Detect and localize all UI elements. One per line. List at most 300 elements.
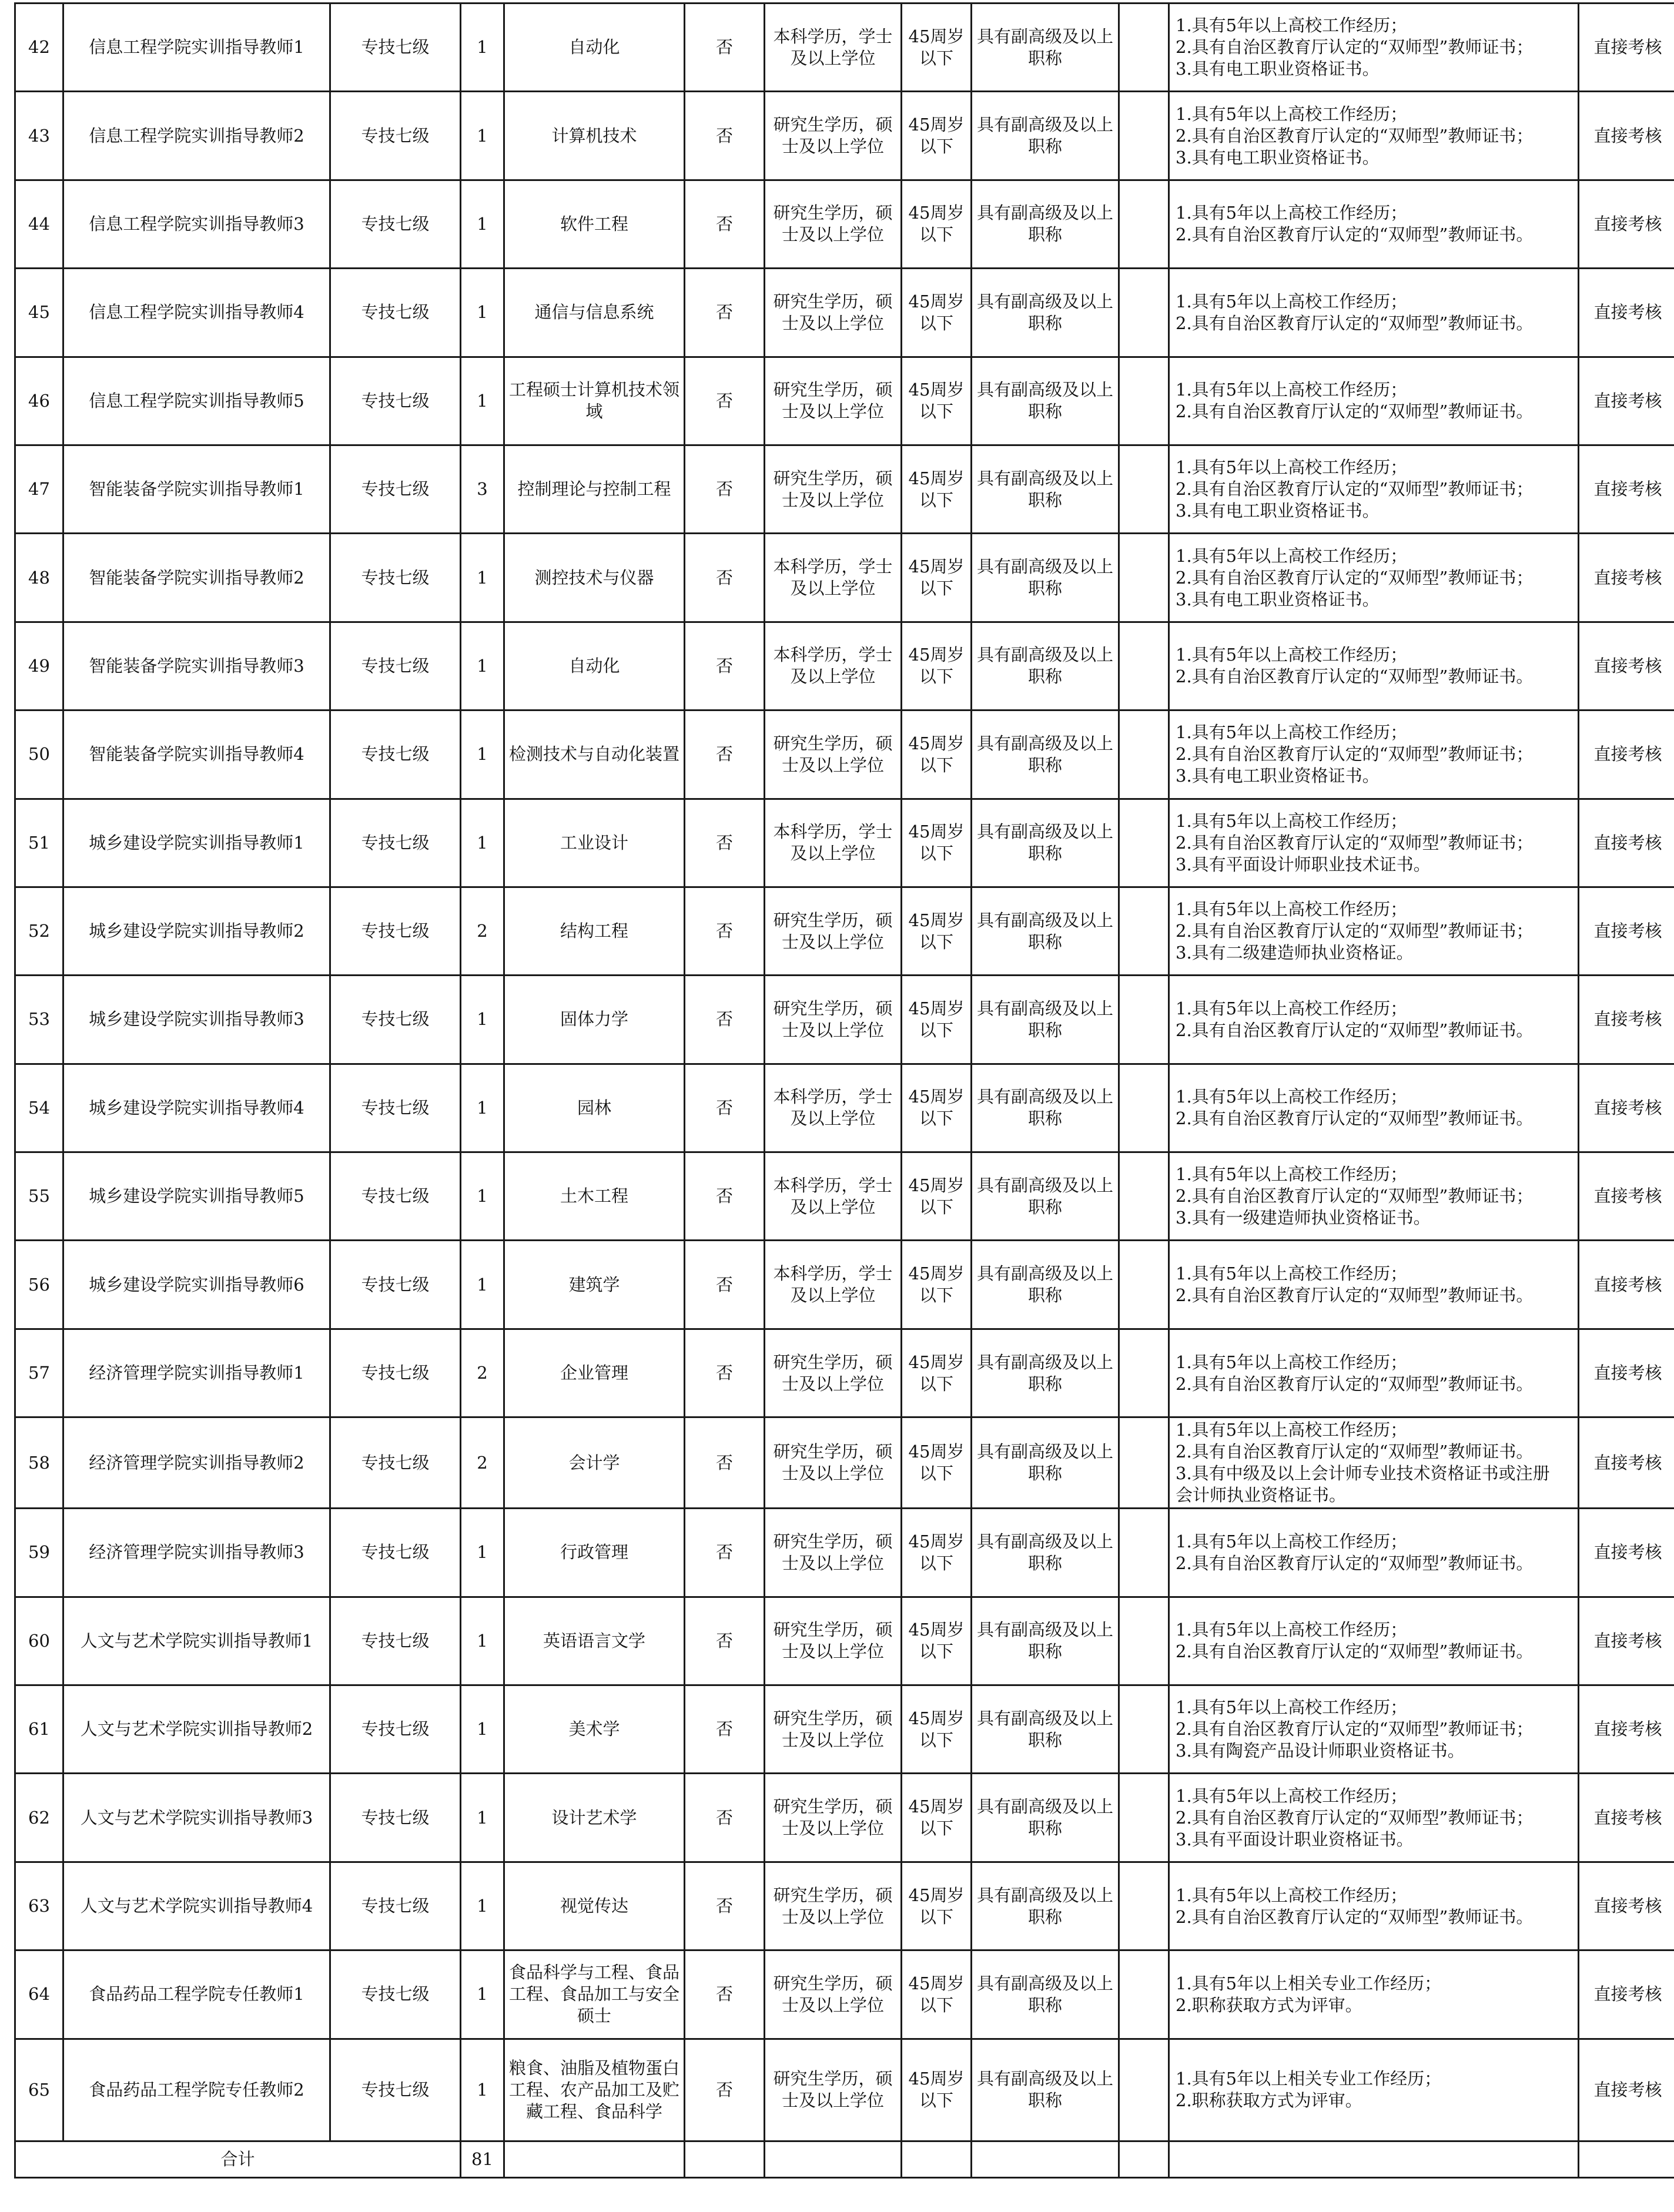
cell-level: 专技七级 [330, 180, 461, 268]
cell-method: 直接考核 [1579, 1152, 1674, 1241]
table-row [15, 1685, 1674, 1774]
cell-major: 视觉传达 [504, 1862, 685, 1950]
cell-restrict: 否 [685, 92, 765, 180]
cell-method: 直接考核 [1579, 1241, 1674, 1329]
cell-other [1119, 1152, 1169, 1241]
requirement-line: 1.具有5年以上高校工作经历； [1176, 1620, 1408, 1640]
requirement-line: 2.具有自治区教育厅认定的“双师型”教师证书； [1176, 1186, 1534, 1206]
cell-position: 信息工程学院实训指导教师5 [63, 357, 330, 445]
requirement-line: 3.具有陶瓷产品设计师职业资格证书。 [1176, 1741, 1465, 1761]
table-row [15, 2039, 1674, 2141]
cell-restrict: 否 [685, 180, 765, 268]
cell-age: 45周岁以下 [902, 180, 972, 268]
cell-requirements [1169, 1862, 1579, 1950]
cell-count: 1 [461, 2039, 504, 2141]
cell-count: 1 [461, 976, 504, 1064]
cell-level: 专技七级 [330, 357, 461, 445]
requirement-line: 3.具有电工职业资格证书。 [1176, 589, 1380, 609]
cell-other [1119, 622, 1169, 710]
requirement-line: 1.具有5年以上相关专业工作经历； [1176, 2069, 1442, 2089]
cell-level: 专技七级 [330, 1862, 461, 1950]
cell-other [1119, 445, 1169, 533]
cell-restrict: 否 [685, 357, 765, 445]
cell-requirements [1169, 1329, 1579, 1417]
table-row [15, 1509, 1674, 1597]
cell-requirements [1169, 887, 1579, 975]
cell-method: 直接考核 [1579, 2039, 1674, 2141]
cell-count: 2 [461, 1417, 504, 1509]
cell-position: 城乡建设学院实训指导教师3 [63, 976, 330, 1064]
cell-no: 50 [15, 710, 63, 799]
table-row [15, 887, 1674, 975]
cell-level: 专技七级 [330, 534, 461, 622]
cell-restrict: 否 [685, 622, 765, 710]
cell-other [1119, 1685, 1169, 1774]
cell-restrict: 否 [685, 4, 765, 92]
cell-no: 49 [15, 622, 63, 710]
cell-age: 45周岁以下 [902, 1774, 972, 1862]
cell-requirements [1169, 1950, 1579, 2039]
cell-requirements [1169, 710, 1579, 799]
cell-restrict: 否 [685, 269, 765, 357]
cell-no: 53 [15, 976, 63, 1064]
empty-cell [1169, 2141, 1579, 2177]
cell-no: 48 [15, 534, 63, 622]
requirement-line: 2.具有自治区教育厅认定的“双师型”教师证书。 [1176, 666, 1534, 687]
cell-education: 研究生学历，硕士及以上学位 [765, 445, 902, 533]
cell-position: 经济管理学院实训指导教师2 [63, 1417, 330, 1509]
cell-age: 45周岁以下 [902, 887, 972, 975]
cell-position: 信息工程学院实训指导教师4 [63, 269, 330, 357]
cell-title: 具有副高级及以上职称 [972, 622, 1119, 710]
requirement-line: 2.具有自治区教育厅认定的“双师型”教师证书； [1176, 1719, 1534, 1740]
cell-method: 直接考核 [1579, 534, 1674, 622]
requirement-line: 2.具有自治区教育厅认定的“双师型”教师证书。 [1176, 1108, 1534, 1129]
cell-level: 专技七级 [330, 1597, 461, 1685]
cell-count: 1 [461, 710, 504, 799]
requirement-line: 2.具有自治区教育厅认定的“双师型”教师证书； [1176, 479, 1534, 500]
requirement-line: 2.具有自治区教育厅认定的“双师型”教师证书。 [1176, 1020, 1534, 1040]
cell-method: 直接考核 [1579, 4, 1674, 92]
requirement-line: 1.具有5年以上相关专业工作经历； [1176, 1973, 1442, 1993]
cell-requirements [1169, 1597, 1579, 1685]
cell-age: 45周岁以下 [902, 710, 972, 799]
cell-education: 本科学历，学士及以上学位 [765, 799, 902, 887]
cell-requirements [1169, 622, 1579, 710]
cell-requirements [1169, 1152, 1579, 1241]
cell-age: 45周岁以下 [902, 269, 972, 357]
cell-position: 经济管理学院实训指导教师3 [63, 1509, 330, 1597]
cell-restrict: 否 [685, 976, 765, 1064]
cell-level: 专技七级 [330, 1417, 461, 1509]
cell-count: 3 [461, 445, 504, 533]
cell-count: 2 [461, 1329, 504, 1417]
requirement-line: 2.具有自治区教育厅认定的“双师型”教师证书。 [1176, 1553, 1534, 1573]
cell-count: 1 [461, 1774, 504, 1862]
cell-major: 食品科学与工程、食品工程、食品加工与安全硕士 [504, 1950, 685, 2039]
requirement-line: 2.具有自治区教育厅认定的“双师型”教师证书。 [1176, 1373, 1534, 1394]
cell-position: 信息工程学院实训指导教师3 [63, 180, 330, 268]
requirement-line: 1.具有5年以上高校工作经历； [1176, 1531, 1408, 1551]
requirement-line: 2.具有自治区教育厅认定的“双师型”教师证书。 [1176, 1285, 1534, 1306]
cell-level: 专技七级 [330, 710, 461, 799]
cell-major: 企业管理 [504, 1329, 685, 1417]
requirement-line: 1.具有5年以上高校工作经历； [1176, 103, 1408, 124]
table-row [15, 1152, 1674, 1241]
cell-title: 具有副高级及以上职称 [972, 887, 1119, 975]
cell-method: 直接考核 [1579, 1685, 1674, 1774]
table-row [15, 1241, 1674, 1329]
cell-education: 本科学历，学士及以上学位 [765, 1152, 902, 1241]
cell-requirements [1169, 4, 1579, 92]
cell-method: 直接考核 [1579, 269, 1674, 357]
cell-title: 具有副高级及以上职称 [972, 1774, 1119, 1862]
cell-other [1119, 1329, 1169, 1417]
table-row [15, 1417, 1674, 1509]
cell-education: 研究生学历，硕士及以上学位 [765, 180, 902, 268]
requirement-line: 2.具有自治区教育厅认定的“双师型”教师证书； [1176, 567, 1534, 588]
cell-other [1119, 1064, 1169, 1152]
cell-count: 1 [461, 357, 504, 445]
cell-level: 专技七级 [330, 799, 461, 887]
cell-other [1119, 1417, 1169, 1509]
recruitment-table-page [14, 2, 1674, 2179]
requirement-line: 3.具有电工职业资格证书。 [1176, 147, 1380, 167]
cell-restrict: 否 [685, 1685, 765, 1774]
cell-no: 55 [15, 1152, 63, 1241]
cell-position: 城乡建设学院实训指导教师1 [63, 799, 330, 887]
empty-cell [902, 2141, 972, 2177]
requirement-line: 2.职称获取方式为评审。 [1176, 1995, 1362, 2015]
cell-title: 具有副高级及以上职称 [972, 1152, 1119, 1241]
cell-position: 人文与艺术学院实训指导教师1 [63, 1597, 330, 1685]
cell-position: 人文与艺术学院实训指导教师4 [63, 1862, 330, 1950]
cell-major: 美术学 [504, 1685, 685, 1774]
requirement-line: 3.具有电工职业资格证书。 [1176, 501, 1380, 521]
empty-cell [685, 2141, 765, 2177]
table-row [15, 4, 1674, 92]
cell-title: 具有副高级及以上职称 [972, 1509, 1119, 1597]
cell-position: 城乡建设学院实训指导教师6 [63, 1241, 330, 1329]
cell-position: 人文与艺术学院实训指导教师3 [63, 1774, 330, 1862]
cell-level: 专技七级 [330, 1064, 461, 1152]
cell-method: 直接考核 [1579, 799, 1674, 887]
requirement-line: 2.具有自治区教育厅认定的“双师型”教师证书。 [1176, 313, 1534, 333]
cell-other [1119, 1950, 1169, 2039]
cell-major: 园林 [504, 1064, 685, 1152]
recruitment-table [14, 2, 1674, 2179]
cell-education: 研究生学历，硕士及以上学位 [765, 1509, 902, 1597]
cell-position: 智能装备学院实训指导教师3 [63, 622, 330, 710]
requirement-line: 1.具有5年以上高校工作经历； [1176, 15, 1408, 36]
table-row [15, 1774, 1674, 1862]
cell-method: 直接考核 [1579, 1509, 1674, 1597]
table-row [15, 269, 1674, 357]
cell-count: 1 [461, 1685, 504, 1774]
cell-level: 专技七级 [330, 445, 461, 533]
cell-other [1119, 4, 1169, 92]
empty-cell [765, 2141, 902, 2177]
cell-requirements [1169, 180, 1579, 268]
cell-level: 专技七级 [330, 1152, 461, 1241]
requirement-line: 2.职称获取方式为评审。 [1176, 2090, 1362, 2111]
cell-requirements [1169, 799, 1579, 887]
cell-no: 61 [15, 1685, 63, 1774]
cell-method: 直接考核 [1579, 976, 1674, 1064]
cell-no: 45 [15, 269, 63, 357]
cell-no: 54 [15, 1064, 63, 1152]
cell-age: 45周岁以下 [902, 976, 972, 1064]
cell-other [1119, 1597, 1169, 1685]
cell-age: 45周岁以下 [902, 4, 972, 92]
cell-major: 控制理论与控制工程 [504, 445, 685, 533]
cell-requirements [1169, 1064, 1579, 1152]
cell-age: 45周岁以下 [902, 2039, 972, 2141]
cell-restrict: 否 [685, 1774, 765, 1862]
cell-count: 1 [461, 1509, 504, 1597]
cell-education: 研究生学历，硕士及以上学位 [765, 1685, 902, 1774]
cell-education: 研究生学历，硕士及以上学位 [765, 1329, 902, 1417]
cell-other [1119, 357, 1169, 445]
cell-age: 45周岁以下 [902, 1241, 972, 1329]
cell-major: 通信与信息系统 [504, 269, 685, 357]
cell-education: 本科学历，学士及以上学位 [765, 1064, 902, 1152]
requirement-line: 1.具有5年以上高校工作经历； [1176, 545, 1408, 566]
cell-other [1119, 710, 1169, 799]
cell-other [1119, 1509, 1169, 1597]
table-row [15, 92, 1674, 180]
cell-other [1119, 2039, 1169, 2141]
cell-education: 研究生学历，硕士及以上学位 [765, 976, 902, 1064]
requirement-line: 1.具有5年以上高校工作经历； [1176, 1164, 1408, 1185]
cell-position: 城乡建设学院实训指导教师4 [63, 1064, 330, 1152]
total-label: 合计 [15, 2141, 461, 2177]
cell-restrict: 否 [685, 534, 765, 622]
requirement-line: 1.具有5年以上高校工作经历； [1176, 1263, 1408, 1284]
table-row [15, 1950, 1674, 2039]
cell-title: 具有副高级及以上职称 [972, 357, 1119, 445]
total-count: 81 [461, 2141, 504, 2177]
cell-requirements [1169, 445, 1579, 533]
table-row [15, 445, 1674, 533]
cell-level: 专技七级 [330, 1950, 461, 2039]
cell-other [1119, 1241, 1169, 1329]
cell-education: 研究生学历，硕士及以上学位 [765, 1417, 902, 1509]
requirement-line: 3.具有电工职业资格证书。 [1176, 59, 1380, 79]
cell-requirements [1169, 2039, 1579, 2141]
cell-education: 本科学历，学士及以上学位 [765, 4, 902, 92]
cell-no: 42 [15, 4, 63, 92]
cell-age: 45周岁以下 [902, 1950, 972, 2039]
cell-level: 专技七级 [330, 887, 461, 975]
cell-other [1119, 976, 1169, 1064]
cell-count: 1 [461, 622, 504, 710]
cell-title: 具有副高级及以上职称 [972, 180, 1119, 268]
requirement-line: 2.具有自治区教育厅认定的“双师型”教师证书。 [1176, 401, 1534, 422]
requirement-line: 3.具有一级建造师执业资格证书。 [1176, 1208, 1431, 1228]
requirement-line: 1.具有5年以上高校工作经历； [1176, 899, 1408, 920]
cell-age: 45周岁以下 [902, 92, 972, 180]
cell-method: 直接考核 [1579, 1774, 1674, 1862]
cell-no: 47 [15, 445, 63, 533]
cell-education: 研究生学历，硕士及以上学位 [765, 1597, 902, 1685]
cell-level: 专技七级 [330, 269, 461, 357]
cell-education: 研究生学历，硕士及以上学位 [765, 1862, 902, 1950]
cell-position: 食品药品工程学院专任教师1 [63, 1950, 330, 2039]
table-row [15, 1329, 1674, 1417]
cell-count: 1 [461, 1064, 504, 1152]
cell-age: 45周岁以下 [902, 1685, 972, 1774]
requirement-line: 1.具有5年以上高校工作经历； [1176, 1697, 1408, 1718]
cell-level: 专技七级 [330, 1509, 461, 1597]
cell-major: 设计艺术学 [504, 1774, 685, 1862]
cell-title: 具有副高级及以上职称 [972, 1417, 1119, 1509]
requirement-line: 2.具有自治区教育厅认定的“双师型”教师证书； [1176, 37, 1534, 58]
table-row [15, 1064, 1674, 1152]
cell-restrict: 否 [685, 445, 765, 533]
cell-restrict: 否 [685, 1417, 765, 1509]
cell-level: 专技七级 [330, 1329, 461, 1417]
cell-requirements [1169, 1774, 1579, 1862]
cell-requirements [1169, 534, 1579, 622]
cell-major: 工程硕士计算机技术领域 [504, 357, 685, 445]
cell-age: 45周岁以下 [902, 1417, 972, 1509]
cell-level: 专技七级 [330, 4, 461, 92]
requirement-line: 2.具有自治区教育厅认定的“双师型”教师证书。 [1176, 1906, 1534, 1927]
table-row [15, 180, 1674, 268]
cell-no: 43 [15, 92, 63, 180]
table-row [15, 622, 1674, 710]
cell-title: 具有副高级及以上职称 [972, 269, 1119, 357]
cell-count: 1 [461, 1597, 504, 1685]
table-body [15, 4, 1674, 2178]
cell-requirements [1169, 976, 1579, 1064]
cell-position: 城乡建设学院实训指导教师5 [63, 1152, 330, 1241]
cell-no: 64 [15, 1950, 63, 2039]
cell-title: 具有副高级及以上职称 [972, 1241, 1119, 1329]
cell-education: 研究生学历，硕士及以上学位 [765, 1774, 902, 1862]
cell-major: 土木工程 [504, 1152, 685, 1241]
cell-level: 专技七级 [330, 1774, 461, 1862]
cell-position: 城乡建设学院实训指导教师2 [63, 887, 330, 975]
cell-education: 研究生学历，硕士及以上学位 [765, 1950, 902, 2039]
requirement-line: 1.具有5年以上高校工作经历； [1176, 291, 1408, 311]
table-row [15, 976, 1674, 1064]
cell-restrict: 否 [685, 710, 765, 799]
cell-method: 直接考核 [1579, 357, 1674, 445]
cell-age: 45周岁以下 [902, 1152, 972, 1241]
requirement-line: 3.具有二级建造师执业资格证。 [1176, 943, 1414, 963]
cell-title: 具有副高级及以上职称 [972, 1950, 1119, 2039]
cell-no: 57 [15, 1329, 63, 1417]
cell-other [1119, 92, 1169, 180]
requirement-line: 1.具有5年以上高校工作经历； [1176, 1785, 1408, 1806]
cell-position: 智能装备学院实训指导教师1 [63, 445, 330, 533]
cell-title: 具有副高级及以上职称 [972, 4, 1119, 92]
cell-age: 45周岁以下 [902, 1064, 972, 1152]
cell-age: 45周岁以下 [902, 445, 972, 533]
cell-method: 直接考核 [1579, 622, 1674, 710]
cell-position: 智能装备学院实训指导教师4 [63, 710, 330, 799]
cell-age: 45周岁以下 [902, 622, 972, 710]
requirement-line: 2.具有自治区教育厅认定的“双师型”教师证书； [1176, 921, 1534, 941]
cell-requirements [1169, 357, 1579, 445]
requirement-line: 3.具有平面设计师职业技术证书。 [1176, 854, 1431, 874]
cell-other [1119, 887, 1169, 975]
cell-method: 直接考核 [1579, 710, 1674, 799]
cell-age: 45周岁以下 [902, 534, 972, 622]
cell-title: 具有副高级及以上职称 [972, 92, 1119, 180]
empty-cell [504, 2141, 685, 2177]
cell-level: 专技七级 [330, 1685, 461, 1774]
requirement-line: 2.具有自治区教育厅认定的“双师型”教师证书； [1176, 1807, 1534, 1828]
cell-title: 具有副高级及以上职称 [972, 1064, 1119, 1152]
cell-position: 食品药品工程学院专任教师2 [63, 2039, 330, 2141]
requirement-line: 3.具有中级及以上会计师专业技术资格证书或注册 [1176, 1463, 1550, 1484]
requirement-line: 1.具有5年以上高校工作经历； [1176, 380, 1408, 400]
cell-education: 本科学历，学士及以上学位 [765, 534, 902, 622]
cell-age: 45周岁以下 [902, 1509, 972, 1597]
cell-requirements [1169, 92, 1579, 180]
cell-major: 固体力学 [504, 976, 685, 1064]
requirement-line: 会计师执业资格证书。 [1176, 1485, 1347, 1506]
cell-method: 直接考核 [1579, 1950, 1674, 2039]
cell-other [1119, 1862, 1169, 1950]
cell-other [1119, 269, 1169, 357]
cell-level: 专技七级 [330, 976, 461, 1064]
cell-requirements [1169, 269, 1579, 357]
cell-count: 1 [461, 1950, 504, 2039]
cell-no: 60 [15, 1597, 63, 1685]
cell-position: 经济管理学院实训指导教师1 [63, 1329, 330, 1417]
empty-cell [1579, 2141, 1674, 2177]
cell-requirements [1169, 1685, 1579, 1774]
requirement-line: 2.具有自治区教育厅认定的“双师型”教师证书。 [1176, 1641, 1534, 1662]
cell-restrict: 否 [685, 1509, 765, 1597]
cell-age: 45周岁以下 [902, 1329, 972, 1417]
cell-major: 工业设计 [504, 799, 685, 887]
requirement-line: 1.具有5年以上高校工作经历； [1176, 722, 1408, 743]
cell-restrict: 否 [685, 887, 765, 975]
total-row [15, 2141, 1674, 2177]
cell-no: 46 [15, 357, 63, 445]
cell-age: 45周岁以下 [902, 1597, 972, 1685]
cell-count: 1 [461, 534, 504, 622]
cell-major: 英语语言文学 [504, 1597, 685, 1685]
requirement-line: 1.具有5年以上高校工作经历； [1176, 998, 1408, 1018]
cell-restrict: 否 [685, 1950, 765, 2039]
cell-major: 行政管理 [504, 1509, 685, 1597]
cell-level: 专技七级 [330, 1241, 461, 1329]
cell-method: 直接考核 [1579, 1417, 1674, 1509]
cell-title: 具有副高级及以上职称 [972, 1329, 1119, 1417]
cell-major: 粮食、油脂及植物蛋白工程、农产品加工及贮藏工程、食品科学 [504, 2039, 685, 2141]
requirement-line: 2.具有自治区教育厅认定的“双师型”教师证书； [1176, 744, 1534, 765]
table-row [15, 534, 1674, 622]
requirement-line: 1.具有5年以上高校工作经历； [1176, 1885, 1408, 1905]
cell-count: 1 [461, 92, 504, 180]
empty-cell [972, 2141, 1119, 2177]
cell-major: 计算机技术 [504, 92, 685, 180]
cell-education: 研究生学历，硕士及以上学位 [765, 357, 902, 445]
cell-education: 研究生学历，硕士及以上学位 [765, 710, 902, 799]
cell-level: 专技七级 [330, 2039, 461, 2141]
cell-restrict: 否 [685, 1597, 765, 1685]
cell-count: 1 [461, 1862, 504, 1950]
empty-cell [1119, 2141, 1169, 2177]
cell-no: 59 [15, 1509, 63, 1597]
cell-restrict: 否 [685, 1064, 765, 1152]
